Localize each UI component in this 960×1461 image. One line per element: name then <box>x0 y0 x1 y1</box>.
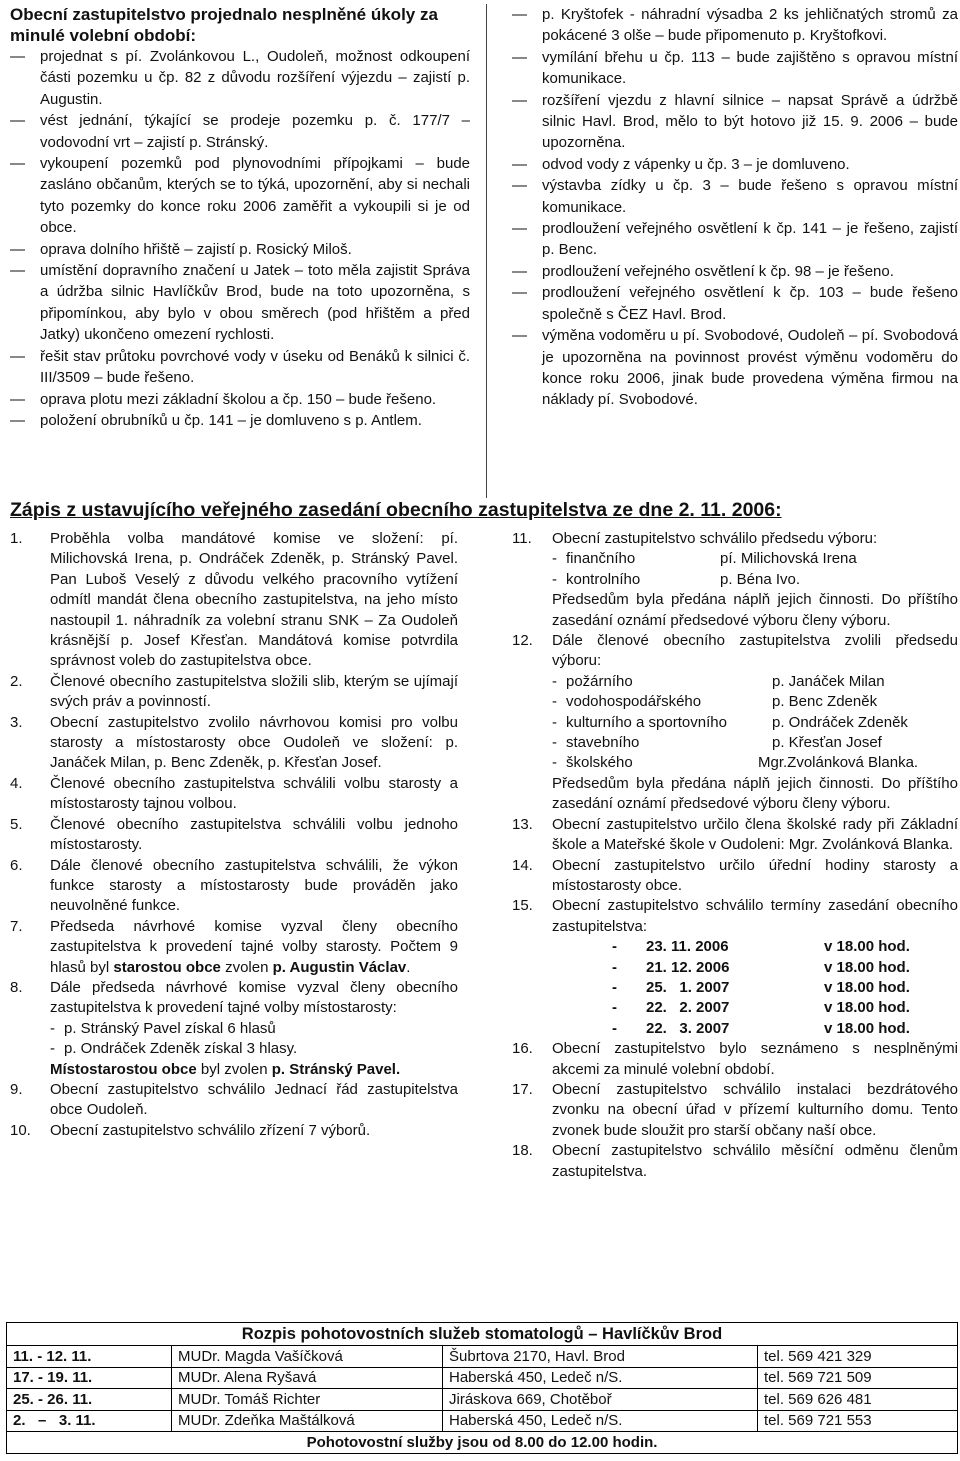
item-number: 1. <box>10 530 23 547</box>
item-number: 9. <box>10 1080 23 1098</box>
committee-row <box>552 753 958 773</box>
item-text: Obecní zastupitelstvo schválilo termíny zasedání obecního zastupitelstva: <box>552 897 958 935</box>
committee-name: stavebního <box>566 734 640 752</box>
item-number: 4. <box>10 774 23 792</box>
dash: - <box>552 550 557 568</box>
table-row <box>7 1410 958 1432</box>
minutes-item <box>512 1039 958 1080</box>
item-text-bold: starostou obce <box>113 958 221 976</box>
table-footer-row <box>7 1432 958 1454</box>
deputy-mayor-result <box>50 1060 458 1080</box>
doctor-address: Šubrtova 2170, Havl. Brod <box>443 1346 758 1368</box>
item-text: Členové obecního zastupitelstva složili slib, kterým se ujímají svých práv a povinností. <box>50 672 458 711</box>
item-note: Předsedům byla předána náplň jejich činnosti. Do příštího zasedání oznámí předsedové výboru členy výboru. <box>552 591 958 629</box>
committee-name: školského <box>566 754 633 772</box>
dash: - <box>612 1019 617 1037</box>
list-item: — p. Kryštofek - náhradní výsadba 2 ks jehličnatých stromů za pokácené 3 olše – bude připomenuto p. Kryštofkovi. <box>512 4 958 47</box>
doctor-name: MUDr. Magda Vašíčková <box>172 1346 443 1368</box>
committee-name: požárního <box>566 672 633 690</box>
list-item: — rozšíření vjezdu z hlavní silnice – napsat Správě a údržbě silnic Havl. Brod, mělo to být hotovo již 15. 9. 2006 – bude upozorněna. <box>512 90 958 154</box>
minutes-item <box>10 1121 458 1141</box>
doctor-phone: tel. 569 421 329 <box>758 1346 958 1368</box>
doctor-name: MUDr. Tomáš Richter <box>172 1389 443 1411</box>
list-item: — položení obrubníků u čp. 141 – je domluveno s p. Antlem. <box>10 410 470 431</box>
minutes-item <box>10 672 458 713</box>
item-number: 3. <box>10 713 23 731</box>
minutes-list-continued <box>512 529 958 1182</box>
meeting-date: 21. 12. 2006 <box>646 958 730 976</box>
item-text: Obecní zastupitelstvo schválilo Jednací řád zastupitelstva obce Oudoleň. <box>50 1080 458 1119</box>
list-item: — vymílání břehu u čp. 113 – bude zajištěno s opravou místní komunikace. <box>512 47 958 90</box>
item-text: Obecní zastupitelstvo schválilo měsíční odměnu členům zastupitelstva. <box>552 1142 958 1180</box>
item-text: Obecní zastupitelstvo zvolilo návrhovou komisi pro volbu starosty a místostarosty obce Oudoleň ve složení: p. Janáček Milan, p. Benc Zdeněk, p. Křesťan Josef. <box>50 713 458 772</box>
minutes-item <box>512 896 958 1039</box>
item-text: Členové obecního zastupitelstva schválili volbu starosty a místostarosty tajnou volbou. <box>50 774 458 813</box>
doctor-address: Haberská 450, Ledeč n/S. <box>443 1410 758 1432</box>
item-text: Obecní zastupitelstvo schválilo zřízení 7 výborů. <box>50 1121 371 1139</box>
list-item: — odvod vody z vápenky u čp. 3 – je domluveno. <box>512 154 958 175</box>
minutes-left-column <box>10 529 458 1141</box>
committee-name: kontrolního <box>566 570 641 588</box>
item-number: 11. <box>512 530 532 547</box>
doctor-phone: tel. 569 626 481 <box>758 1389 958 1411</box>
meeting-time: v 18.00 hod. <box>824 938 910 956</box>
minutes-item <box>10 978 458 1080</box>
committee-name: kulturního a sportovního <box>566 713 727 731</box>
meeting-time: v 18.00 hod. <box>824 999 910 1017</box>
vote-result-row <box>50 1019 458 1039</box>
table-row <box>7 1367 958 1389</box>
item-number: 5. <box>10 815 23 833</box>
dash: - <box>552 570 557 588</box>
minutes-item <box>512 1080 958 1141</box>
list-item: — umístění dopravního značení u Jatek – toto měla zajistit Správa a údržba silnic Havlíčkův Brod, bude na toto upozorněna, s připomínkou, aby bylo v obou směrech (pod hřištěm a před Jatky) ukončeno omezení rychlosti. <box>10 260 470 346</box>
item-text: Dále členové obecního zastupitelstva schválili, že výkon funkce starosty a místostarosty bude prováděn jako neuvolněné funkce. <box>50 856 458 915</box>
minutes-item <box>512 1141 958 1182</box>
service-date: 2. – 3. 11. <box>7 1410 172 1432</box>
item-number: 14. <box>512 856 533 874</box>
item-number: 8. <box>10 978 23 996</box>
minutes-item <box>10 713 458 774</box>
unfinished-tasks-list-continued <box>512 4 958 411</box>
minutes-item <box>10 774 458 815</box>
minutes-item <box>10 856 458 917</box>
vote-result-row <box>50 1039 458 1059</box>
list-item: — vést jednání, týkající se prodeje pozemku p. č. 177/7 – vodovodní vrt – zajistí p. Stránský. <box>10 110 470 153</box>
item-text: Dále předseda návrhové komise vyzval členy obecního zastupitelstva k provedení tajné volby místostarosty: <box>50 978 458 1017</box>
item-text: . <box>406 958 411 976</box>
table-header-row <box>7 1323 958 1346</box>
minutes-list <box>10 529 458 1141</box>
unfinished-tasks-right <box>512 4 958 411</box>
minutes-item <box>512 815 958 856</box>
doctor-phone: tel. 569 721 509 <box>758 1367 958 1389</box>
dash: - <box>552 693 557 711</box>
committee-name: vodohospodářského <box>566 693 702 711</box>
list-item: — oprava dolního hřiště – zajistí p. Rosický Miloš. <box>10 239 470 260</box>
meeting-date-row <box>552 958 958 978</box>
list-item: — oprava plotu mezi základní školou a čp. 150 – bude řešeno. <box>10 389 470 410</box>
item-number: 6. <box>10 856 23 874</box>
item-number: 12. <box>512 632 533 650</box>
meeting-time: v 18.00 hod. <box>824 958 910 976</box>
table-title: Rozpis pohotovostních služeb stomatologů – Havlíčkův Brod <box>7 1323 958 1346</box>
committee-chair: p. Benc Zdeněk <box>772 693 878 711</box>
committee-chair: p. Křesťan Josef <box>772 734 882 752</box>
item-number: 18. <box>512 1142 533 1160</box>
minutes-item <box>512 529 958 631</box>
vote-result: p. Stránský Pavel získal 6 hlasů <box>64 1019 276 1037</box>
minutes-item <box>512 856 958 897</box>
dash: - <box>612 938 617 956</box>
doctor-name: MUDr. Zdeňka Maštálková <box>172 1410 443 1432</box>
item-text: Členové obecního zastupitelstva schválili volbu jednoho místostarosty. <box>50 815 458 854</box>
item-number: 10. <box>10 1121 31 1139</box>
dash: - <box>612 978 617 996</box>
doctor-name: MUDr. Alena Ryšavá <box>172 1367 443 1389</box>
vote-result: p. Ondráček Zdeněk získal 3 hlasy. <box>64 1040 298 1058</box>
dash: - <box>552 713 557 731</box>
item-text: byl zvolen <box>196 1060 272 1078</box>
table-row <box>7 1389 958 1411</box>
list-item: — vykoupení pozemků pod plynovodními přípojkami – bude zasláno občanům, kterých se to týká, upozornění, aby si nechali tyto pozemky do konce roku 2006 zaměřit a vykoupili si je od obce. <box>10 153 470 239</box>
item-text: Předseda návrhové komise vyzval členy obecního zastupitelstva k provedení tajné volby starosty. Počtem 9 hlasů byl <box>50 917 458 976</box>
doctor-phone: tel. 569 721 553 <box>758 1410 958 1432</box>
dash: - <box>612 958 617 976</box>
item-text: Proběhla volba mandátové komise ve složení: pí. Milichovská Irena, p. Ondráček Zdeněk, p. Stránský Pavel. Pan Luboš Veselý z důvodu velkého pracovního vytížení odmítl mandát člena obecního zastupitelstva, na jeho místo nastoupil 1. náhradník za volební stranu SNK – Za Oudoleň krásnější p. Josef Křesťan. Mandátová komise potvrdila správnost voleb do zastupitelstva obce. <box>50 530 458 670</box>
minutes-right-column <box>512 529 958 1182</box>
committee-chair: p. Janáček Milan <box>772 672 885 690</box>
committee-row <box>552 672 958 692</box>
service-date: 17. - 19. 11. <box>7 1367 172 1389</box>
dash: - <box>552 754 557 772</box>
item-text: Obecní zastupitelstvo bylo seznámeno s nesplněnými akcemi za minulé volební období. <box>552 1040 958 1078</box>
committee-row <box>552 713 958 733</box>
mayor-name: p. Augustin Václav <box>272 958 407 976</box>
item-text: Obecní zastupitelstvo určilo člena školské rady při Základní škole a Mateřské škole v Oudoleni: Mgr. Zvolánková Blanka. <box>552 815 958 854</box>
list-item: — výstavba zídky u čp. 3 – bude řešeno s opravou místní komunikace. <box>512 175 958 218</box>
committee-chair: pí. Milichovská Irena <box>720 550 857 568</box>
meeting-date: 22. 2. 2007 <box>646 999 730 1017</box>
meeting-date-row <box>552 937 958 957</box>
item-text: Dále členové obecního zastupitelstva zvolili předsedu výboru: <box>552 632 958 670</box>
dash: - <box>552 734 557 752</box>
item-text: zvolen <box>220 958 273 976</box>
doctor-address: Haberská 450, Ledeč n/S. <box>443 1367 758 1389</box>
meeting-date-row <box>552 978 958 998</box>
item-text: Obecní zastupitelstvo schválilo předsedu výboru: <box>552 530 878 547</box>
minutes-item <box>512 631 958 815</box>
service-hours-note: Pohotovostní služby jsou od 8.00 do 12.00 hodin. <box>7 1432 958 1454</box>
table-row <box>7 1346 958 1368</box>
dash: - <box>50 1040 55 1058</box>
list-item: — prodloužení veřejného osvětlení k čp. 141 – je řešeno, zajistí p. Benc. <box>512 218 958 261</box>
committee-chair: Mgr.Zvolánková Blanka. <box>758 754 919 772</box>
meeting-time: v 18.00 hod. <box>824 978 910 996</box>
committee-row <box>552 549 958 569</box>
unfinished-tasks-left <box>10 4 470 431</box>
column-divider <box>486 4 487 498</box>
committee-chair: p. Béna Ivo. <box>720 570 801 588</box>
committee-row <box>552 733 958 753</box>
dash: - <box>552 672 557 690</box>
item-text-bold: Místostarostou obce <box>50 1060 197 1078</box>
minutes-title: Zápis z ustavujícího veřejného zasedání obecního zastupitelstva ze dne 2. 11. 2006: <box>10 499 782 521</box>
meeting-date-row <box>552 998 958 1018</box>
committee-name: finančního <box>566 550 636 568</box>
list-item: — výměna vodoměru u pí. Svobodové, Oudoleň – pí. Svobodová je upozorněna na povinnost provést výměnu vodoměru do konce roku 2006, jinak bude provedena výměna firmou na náklady pí. Svobodové. <box>512 325 958 411</box>
unfinished-tasks-list <box>10 46 470 431</box>
item-number: 16. <box>512 1040 533 1058</box>
dash: - <box>612 999 617 1017</box>
minutes-item <box>10 1080 458 1121</box>
committee-row <box>552 692 958 712</box>
meeting-time: v 18.00 hod. <box>824 1019 910 1037</box>
list-item: — řešit stav průtoku povrchové vody v úseku od Benáků k silnici č. III/3509 – bude řešeno. <box>10 346 470 389</box>
committee-row <box>552 570 958 590</box>
list-item: — prodloužení veřejného osvětlení k čp. 103 – bude řešeno společně s ČEZ Havl. Brod. <box>512 282 958 325</box>
item-text: Obecní zastupitelstvo určilo úřední hodiny starosty a místostarosty obce. <box>552 856 958 894</box>
service-date: 11. - 12. 11. <box>7 1346 172 1368</box>
item-number: 15. <box>512 897 533 915</box>
item-number: 7. <box>10 917 23 935</box>
minutes-item <box>10 529 458 672</box>
meeting-date: 25. 1. 2007 <box>646 978 730 996</box>
service-date: 25. - 26. 11. <box>7 1389 172 1411</box>
item-number: 17. <box>512 1080 533 1098</box>
minutes-item <box>10 917 458 978</box>
unfinished-tasks-heading: Obecní zastupitelstvo projednalo nesplněné úkoly za minulé volební období: <box>10 5 438 45</box>
item-note: Předsedům byla předána náplň jejich činnosti. Do příštího zasedání oznámí předsedové výboru členy výboru. <box>552 774 958 813</box>
meeting-date-row <box>552 1019 958 1039</box>
item-text: Obecní zastupitelstvo schválilo instalaci bezdrátového zvonku na obecní úřad v přízemí kulturního domu. Tento zvonek bude sloužit pro starší občany naší obce. <box>552 1080 958 1139</box>
deputy-mayor-name: p. Stránský Pavel. <box>271 1060 401 1078</box>
minutes-item <box>10 815 458 856</box>
item-number: 13. <box>512 815 533 833</box>
doctor-address: Jiráskova 669, Chotěboř <box>443 1389 758 1411</box>
list-item: — projednat s pí. Zvolánkovou L., Oudoleň, možnost odkoupení části pozemku u čp. 82 z důvodu rozšíření výjezdu – zajistí p. Augustin. <box>10 46 470 110</box>
list-item: — prodloužení veřejného osvětlení k čp. 98 – je řešeno. <box>512 261 958 282</box>
dash: - <box>50 1019 55 1037</box>
meeting-date: 23. 11. 2006 <box>646 938 729 956</box>
meeting-date: 22. 3. 2007 <box>646 1019 730 1037</box>
item-number: 2. <box>10 672 23 690</box>
dental-emergency-table <box>6 1322 958 1454</box>
committee-chair: p. Ondráček Zdeněk <box>772 713 908 731</box>
